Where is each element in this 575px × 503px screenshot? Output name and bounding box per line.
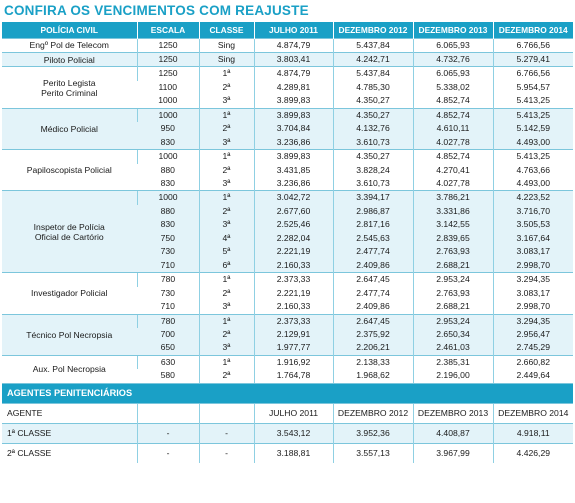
table-cell: 3.394,17 bbox=[333, 191, 413, 205]
table-cell: 2.375,92 bbox=[333, 328, 413, 341]
table-cell: 4.223,52 bbox=[493, 191, 573, 205]
table-cell: 2.196,00 bbox=[413, 369, 493, 382]
table-cell: 5.279,41 bbox=[493, 52, 573, 66]
table-cell: Sing bbox=[199, 38, 254, 52]
table-cell: 710 bbox=[137, 259, 199, 273]
agents-header-julho-2011: JULHO 2011 bbox=[254, 403, 333, 423]
table-cell: 3.704,84 bbox=[254, 122, 333, 135]
agents-section-title: AGENTES PENITENCIÁRIOS bbox=[2, 383, 573, 403]
table-cell: 2.953,24 bbox=[413, 314, 493, 328]
table-cell: 830 bbox=[137, 177, 199, 191]
table-cell: 710 bbox=[137, 300, 199, 314]
table-cell: 1.977,77 bbox=[254, 341, 333, 355]
table-cell: 1.968,62 bbox=[333, 369, 413, 382]
table-cell: 3.431,85 bbox=[254, 164, 333, 177]
table-cell: 880 bbox=[137, 205, 199, 218]
table-header-row bbox=[2, 22, 573, 38]
table-row bbox=[2, 443, 573, 463]
table-cell: 5.954,57 bbox=[493, 81, 573, 94]
table-cell: 1000 bbox=[137, 94, 199, 108]
agents-header-row bbox=[2, 403, 573, 423]
table-cell: 2.477,74 bbox=[333, 287, 413, 300]
table-cell: 6.065,93 bbox=[413, 67, 493, 81]
table-cell: 950 bbox=[137, 122, 199, 135]
table-cell: 3.557,13 bbox=[333, 443, 413, 463]
agents-header-blank bbox=[199, 403, 254, 423]
agents-header-dezembro-2014: DEZEMBRO 2014 bbox=[493, 403, 573, 423]
table-cell: 3ª bbox=[199, 300, 254, 314]
table-cell: 2.956,47 bbox=[493, 328, 573, 341]
table-cell: 3ª bbox=[199, 94, 254, 108]
table-cell: 2.129,91 bbox=[254, 328, 333, 341]
table-cell: 2ª bbox=[199, 81, 254, 94]
table-cell: 1ª bbox=[199, 273, 254, 287]
table-row bbox=[2, 67, 573, 81]
table-cell: 1.764,78 bbox=[254, 369, 333, 382]
table-cell: 2.461,03 bbox=[413, 341, 493, 355]
table-cell: 2.998,70 bbox=[493, 300, 573, 314]
table-cell: 2.998,70 bbox=[493, 259, 573, 273]
agents-table bbox=[2, 383, 573, 463]
table-cell: 3.083,17 bbox=[493, 287, 573, 300]
table-cell: 4.874,79 bbox=[254, 38, 333, 52]
category-cell: Engº Pol de Telecom bbox=[2, 38, 137, 52]
table-cell: 2.282,04 bbox=[254, 232, 333, 245]
table-cell: 4.852,74 bbox=[413, 108, 493, 122]
category-cell: Inspetor de Polícia Oficial de Cartório bbox=[2, 191, 137, 273]
table-cell: 4.242,71 bbox=[333, 52, 413, 66]
header-dezembro-2013: DEZEMBRO 2013 bbox=[413, 22, 493, 38]
table-cell: 2.677,60 bbox=[254, 205, 333, 218]
table-cell: 3.899,83 bbox=[254, 94, 333, 108]
table-cell: 580 bbox=[137, 369, 199, 382]
table-cell: 2.647,45 bbox=[333, 314, 413, 328]
table-cell: 2.660,82 bbox=[493, 355, 573, 369]
table-cell: 4.732,76 bbox=[413, 52, 493, 66]
table-cell: 1000 bbox=[137, 191, 199, 205]
table-cell: 2.688,21 bbox=[413, 259, 493, 273]
table-cell: 1100 bbox=[137, 81, 199, 94]
table-cell: 2.409,86 bbox=[333, 259, 413, 273]
table-cell: 4.493,00 bbox=[493, 136, 573, 150]
table-cell: 630 bbox=[137, 355, 199, 369]
table-cell: 4.027,78 bbox=[413, 136, 493, 150]
table-cell: 4.918,11 bbox=[493, 423, 573, 443]
table-cell: 4.493,00 bbox=[493, 177, 573, 191]
category-cell: Técnico Pol Necropsia bbox=[2, 314, 137, 355]
table-cell: 2.688,21 bbox=[413, 300, 493, 314]
table-cell: 4.289,81 bbox=[254, 81, 333, 94]
table-cell: 3.786,21 bbox=[413, 191, 493, 205]
table-cell: - bbox=[137, 423, 199, 443]
table-cell: 3.236,86 bbox=[254, 136, 333, 150]
table-cell: 1000 bbox=[137, 108, 199, 122]
table-cell: 5.413,25 bbox=[493, 150, 573, 164]
table-cell: 2.953,24 bbox=[413, 273, 493, 287]
agents-header-dezembro-2012: DEZEMBRO 2012 bbox=[333, 403, 413, 423]
table-cell: 4.852,74 bbox=[413, 94, 493, 108]
table-cell: 2ª bbox=[199, 369, 254, 382]
table-cell: 4.270,41 bbox=[413, 164, 493, 177]
table-cell: 1ª bbox=[199, 191, 254, 205]
table-cell: 3.142,55 bbox=[413, 218, 493, 231]
table-cell: - bbox=[137, 443, 199, 463]
table-cell: 830 bbox=[137, 136, 199, 150]
table-cell: Sing bbox=[199, 52, 254, 66]
table-cell: 2.160,33 bbox=[254, 300, 333, 314]
table-cell: 2.373,33 bbox=[254, 273, 333, 287]
table-cell: 1ª bbox=[199, 150, 254, 164]
table-row bbox=[2, 150, 573, 164]
table-cell: 2.745,29 bbox=[493, 341, 573, 355]
table-cell: 2.650,34 bbox=[413, 328, 493, 341]
table-cell: 3.042,72 bbox=[254, 191, 333, 205]
table-cell: 1ª bbox=[199, 314, 254, 328]
table-cell: 3.716,70 bbox=[493, 205, 573, 218]
table-row bbox=[2, 314, 573, 328]
table-cell: 5.437,84 bbox=[333, 67, 413, 81]
table-cell: - bbox=[199, 423, 254, 443]
table-cell: 650 bbox=[137, 341, 199, 355]
table-cell: 4.610,11 bbox=[413, 122, 493, 135]
table-cell: 3.294,35 bbox=[493, 314, 573, 328]
table-cell: 3.236,86 bbox=[254, 177, 333, 191]
category-cell: Perito Legista Perito Criminal bbox=[2, 67, 137, 108]
table-cell: 3.899,83 bbox=[254, 108, 333, 122]
table-cell: 3.505,53 bbox=[493, 218, 573, 231]
table-cell: 1ª bbox=[199, 108, 254, 122]
header-julho-2011: JULHO 2011 bbox=[254, 22, 333, 38]
table-cell: 2.409,86 bbox=[333, 300, 413, 314]
table-cell: 1ª bbox=[199, 355, 254, 369]
table-cell: 3.083,17 bbox=[493, 245, 573, 258]
agents-header-dezembro-2013: DEZEMBRO 2013 bbox=[413, 403, 493, 423]
table-cell: 4.132,76 bbox=[333, 122, 413, 135]
table-cell: 3.188,81 bbox=[254, 443, 333, 463]
table-cell: 4.350,27 bbox=[333, 108, 413, 122]
category-cell: Médico Policial bbox=[2, 108, 137, 149]
category-cell: Piloto Policial bbox=[2, 52, 137, 66]
table-cell: 2ª bbox=[199, 287, 254, 300]
category-cell: Aux. Pol Necropsia bbox=[2, 355, 137, 382]
table-cell: 4.874,79 bbox=[254, 67, 333, 81]
table-cell: 3ª bbox=[199, 177, 254, 191]
table-cell: 4.350,27 bbox=[333, 150, 413, 164]
table-row bbox=[2, 423, 573, 443]
table-cell: 6.766,56 bbox=[493, 38, 573, 52]
table-cell: 2.763,93 bbox=[413, 245, 493, 258]
table-cell: 6.766,56 bbox=[493, 67, 573, 81]
table-cell: 2ª bbox=[199, 205, 254, 218]
table-cell: 1000 bbox=[137, 150, 199, 164]
table-cell: 3.828,24 bbox=[333, 164, 413, 177]
table-cell: 4.027,78 bbox=[413, 177, 493, 191]
table-cell: 5ª bbox=[199, 245, 254, 258]
table-cell: 4.350,27 bbox=[333, 94, 413, 108]
table-cell: 2.477,74 bbox=[333, 245, 413, 258]
table-cell: 2.160,33 bbox=[254, 259, 333, 273]
table-cell: 3ª bbox=[199, 341, 254, 355]
header-classe: CLASSE bbox=[199, 22, 254, 38]
table-cell: 2.763,93 bbox=[413, 287, 493, 300]
table-cell: 5.142,59 bbox=[493, 122, 573, 135]
table-cell: 1250 bbox=[137, 38, 199, 52]
table-cell: 1.916,92 bbox=[254, 355, 333, 369]
page-title: CONFIRA OS VENCIMENTOS COM REAJUSTE bbox=[4, 3, 309, 18]
agents-header-agente: AGENTE bbox=[2, 403, 137, 423]
table-cell: 5.413,25 bbox=[493, 108, 573, 122]
police-table-body bbox=[2, 38, 573, 383]
table-cell: 830 bbox=[137, 218, 199, 231]
agent-class-cell: 1ª CLASSE bbox=[2, 423, 137, 443]
table-cell: 4.408,87 bbox=[413, 423, 493, 443]
table-cell: 6.065,93 bbox=[413, 38, 493, 52]
table-cell: 1ª bbox=[199, 67, 254, 81]
table-cell: 3.610,73 bbox=[333, 177, 413, 191]
table-cell: 780 bbox=[137, 314, 199, 328]
table-cell: - bbox=[199, 443, 254, 463]
header-dezembro-2014: DEZEMBRO 2014 bbox=[493, 22, 573, 38]
table-cell: 5.413,25 bbox=[493, 94, 573, 108]
table-cell: 2.138,33 bbox=[333, 355, 413, 369]
table-cell: 3ª bbox=[199, 136, 254, 150]
table-cell: 2.221,19 bbox=[254, 245, 333, 258]
table-row bbox=[2, 108, 573, 122]
table-cell: 780 bbox=[137, 273, 199, 287]
table-cell: 4.763,66 bbox=[493, 164, 573, 177]
table-cell: 3.331,86 bbox=[413, 205, 493, 218]
table-cell: 5.437,84 bbox=[333, 38, 413, 52]
table-cell: 2.817,16 bbox=[333, 218, 413, 231]
table-cell: 4.426,29 bbox=[493, 443, 573, 463]
table-cell: 700 bbox=[137, 328, 199, 341]
table-cell: 4.852,74 bbox=[413, 150, 493, 164]
police-salary-table bbox=[2, 22, 573, 383]
table-cell: 3.967,99 bbox=[413, 443, 493, 463]
table-cell: 4.785,30 bbox=[333, 81, 413, 94]
table-cell: 2.839,65 bbox=[413, 232, 493, 245]
table-cell: 2ª bbox=[199, 328, 254, 341]
table-cell: 1250 bbox=[137, 67, 199, 81]
table-cell: 2.221,19 bbox=[254, 287, 333, 300]
table-row bbox=[2, 52, 573, 66]
table-row bbox=[2, 273, 573, 287]
category-cell: Investigador Policial bbox=[2, 273, 137, 314]
table-cell: 880 bbox=[137, 164, 199, 177]
table-cell: 3.294,35 bbox=[493, 273, 573, 287]
table-cell: 730 bbox=[137, 287, 199, 300]
table-cell: 750 bbox=[137, 232, 199, 245]
table-cell: 2.385,31 bbox=[413, 355, 493, 369]
table-cell: 2ª bbox=[199, 122, 254, 135]
table-cell: 2.986,87 bbox=[333, 205, 413, 218]
header-escala: ESCALA bbox=[137, 22, 199, 38]
table-cell: 3ª bbox=[199, 218, 254, 231]
table-cell: 730 bbox=[137, 245, 199, 258]
table-cell: 2.449,64 bbox=[493, 369, 573, 382]
table-cell: 3.610,73 bbox=[333, 136, 413, 150]
category-cell: Papiloscopista Policial bbox=[2, 150, 137, 191]
header-policia-civil: POLÍCIA CIVIL bbox=[2, 22, 137, 38]
header-dezembro-2012: DEZEMBRO 2012 bbox=[333, 22, 413, 38]
table-cell: 1250 bbox=[137, 52, 199, 66]
table-cell: 2.373,33 bbox=[254, 314, 333, 328]
table-cell: 3.543,12 bbox=[254, 423, 333, 443]
table-cell: 3.167,64 bbox=[493, 232, 573, 245]
agents-header-blank bbox=[137, 403, 199, 423]
table-row bbox=[2, 355, 573, 369]
table-cell: 4ª bbox=[199, 232, 254, 245]
table-cell: 6ª bbox=[199, 259, 254, 273]
agent-class-cell: 2ª CLASSE bbox=[2, 443, 137, 463]
table-cell: 3.952,36 bbox=[333, 423, 413, 443]
table-cell: 3.803,41 bbox=[254, 52, 333, 66]
table-cell: 2.525,46 bbox=[254, 218, 333, 231]
table-cell: 2.545,63 bbox=[333, 232, 413, 245]
table-cell: 3.899,83 bbox=[254, 150, 333, 164]
table-row bbox=[2, 191, 573, 205]
table-cell: 5.338,02 bbox=[413, 81, 493, 94]
table-cell: 2.206,21 bbox=[333, 341, 413, 355]
table-row bbox=[2, 38, 573, 52]
table-cell: 2ª bbox=[199, 164, 254, 177]
table-cell: 2.647,45 bbox=[333, 273, 413, 287]
